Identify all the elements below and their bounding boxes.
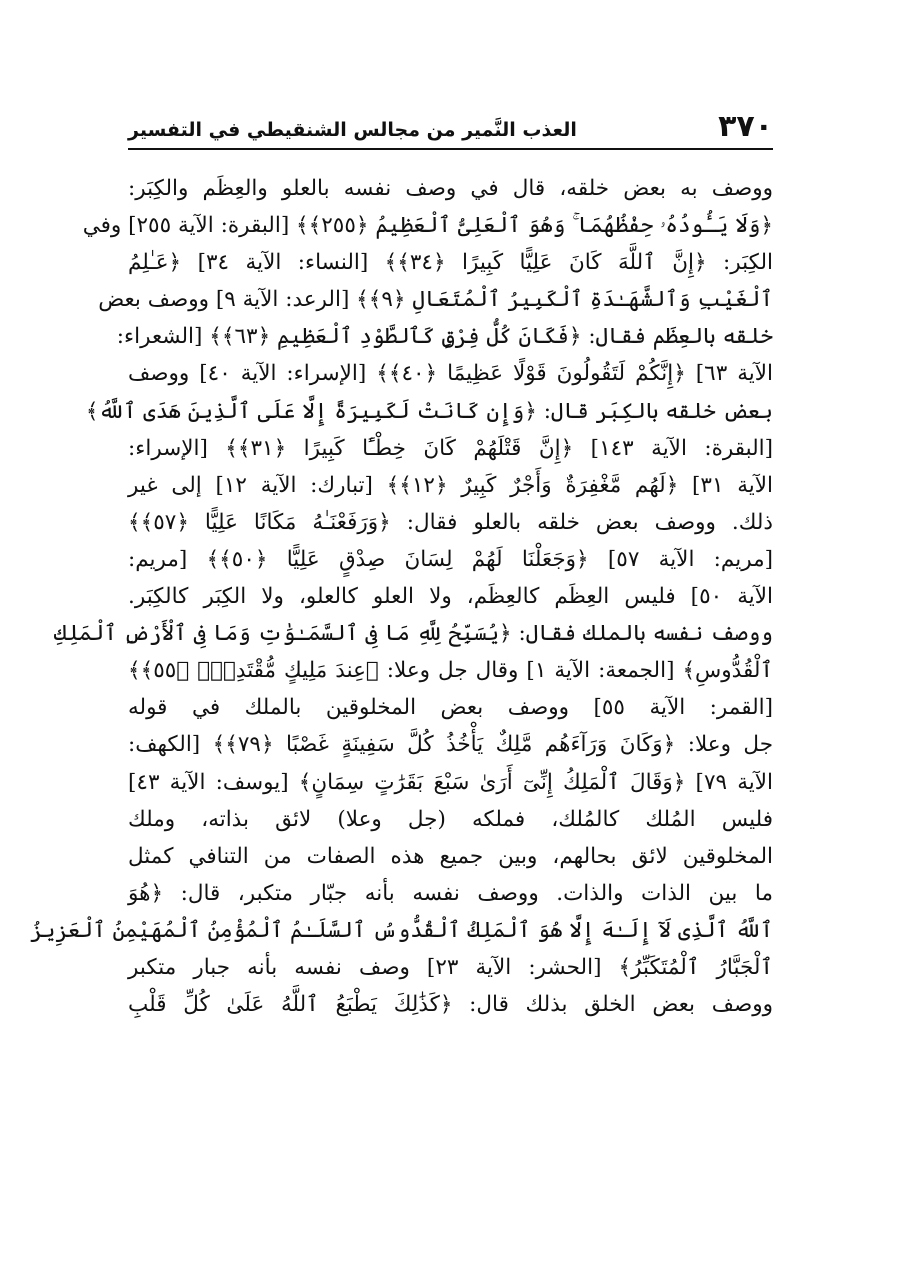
- page-number: ٣٧٠: [718, 109, 773, 144]
- text-line-8: [البقرة: الآية ١٤٣] ﴿إِنَّ قَتْلَهُمْ كَانَ خِطْـًٔا كَبِيرًا ﴿٣١﴾﴾ [الإسراء:: [128, 435, 774, 461]
- text-line-1: ووصف به بعض خلقه، قال في وصف نفسه بالعلو والعِظَم والكِبَر:: [128, 176, 773, 201]
- text-line-11: [مريم: الآية ٥٧] ﴿وَجَعَلْنَا لَهُمْ لِسَانَ صِدْقٍ عَلِيًّا ﴿٥٠﴾﴾ [مريم:: [128, 546, 773, 572]
- text-line-18: فليس المُلك كالمُلك، فملكه (جل وعلا) لائق بذاته، وملك: [128, 806, 773, 832]
- text-line-12: الآية ٥٠] فليس العِظَم كالعِظَم، ولا العلو كالعلو، ولا الكِبَر كالكِبَر.: [128, 584, 773, 610]
- text-line-16: جل وعلا: ﴿وَكَانَ وَرَآءَهُم مَّلِكٌ يَأْخُذُ كُلَّ سَفِينَةٍ غَصْبًا ﴿٧٩﴾﴾ [الكهف:: [128, 732, 773, 758]
- body-text: [30, 170, 774, 1023]
- text-line-15: [القمر: الآية ٥٥] ووصف بعض المخلوقين بالملك في قوله: [128, 695, 774, 721]
- text-line-13: ووصف نفسه بالملك فقال: ﴿يُسَبِّحُ لِلَّهِ مَا فِى ٱلسَّمَـٰوَٰتِ وَمَا فِى ٱلْأَرْضِ ٱلْمَلِكِ: [53, 621, 773, 647]
- text-line-23: ووصف بعض الخلق بذلك قال: ﴿كَذَٰلِكَ يَطْبَعُ ٱللَّهُ عَلَىٰ كُلِّ قَلْبِ: [128, 992, 773, 1018]
- text-line-4: ٱلْغَيْبِ وَٱلشَّهَـٰدَةِ ٱلْكَبِيرُ ٱلْمُتَعَالِ ﴿٩﴾﴾ [الرعد: الآية ٩] ووصف بعض: [98, 287, 773, 313]
- book-title: العذب النَّمير من مجالس الشنقيطي في التفسير: [128, 119, 577, 141]
- text-line-7: بعض خلقه بالكِبَر قال: ﴿وَإِن كَانَتْ لَكَبِيرَةً إِلَّا عَلَى ٱلَّذِينَ هَدَى ٱللَّهُ﴾: [85, 398, 773, 424]
- text-line-19: المخلوقين لائق بحالهم، وبين جميع هذه الصفات من التنافي كمثل: [128, 843, 773, 869]
- text-line-6: الآية ٦٣] ﴿إِنَّكُمْ لَتَقُولُونَ قَوْلًا عَظِيمًا ﴿٤٠﴾﴾ [الإسراء: الآية ٤٠] ووصف: [128, 361, 773, 387]
- text-line-10: ذلك. ووصف بعض خلقه بالعلو فقال: ﴿وَرَفَعْنَـٰهُ مَكَانًا عَلِيًّا ﴿٥٧﴾﴾: [128, 509, 773, 535]
- text-line-14: ٱلْقُدُّوسِ﴾ [الجمعة: الآية ١] وقال جل وعلا: ﴿عِندَ مَلِيكٍ مُّقْتَدِرٍۭ ﴿٥٥﴾﴾: [128, 658, 773, 684]
- running-header: [128, 104, 773, 144]
- text-line-5: خلقه بالعِظَم فقال: ﴿فَكَانَ كُلُّ فِرْقٍ كَٱلطَّوْدِ ٱلْعَظِيمِ ﴿٦٣﴾﴾ [الشعراء:: [116, 324, 773, 350]
- text-line-2: ﴿وَلَا يَـُٔودُهُۥ حِفْظُهُمَا ۚ وَهُوَ ٱلْعَلِىُّ ٱلْعَظِيمُ ﴿٢٥٥﴾﴾ [البقرة: الآية ٢٥٥] وفي: [82, 213, 773, 239]
- text-line-3: الكِبَر: ﴿إِنَّ ٱللَّهَ كَانَ عَلِيًّا كَبِيرًا ﴿٣٤﴾﴾ [النساء: الآية ٣٤] ﴿عَـٰلِمُ: [128, 250, 774, 276]
- text-line-17: الآية ٧٩] ﴿وَقَالَ ٱلْمَلِكُ إِنِّىٓ أَرَىٰ سَبْعَ بَقَرَٰتٍ سِمَانٍ﴾ [يوسف: الآية ٤٣]: [128, 769, 773, 795]
- text-line-22: ٱلْجَبَّارُ ٱلْمُتَكَبِّرُ﴾ [الحشر: الآية ٢٣] وصف نفسه بأنه جبار متكبر: [128, 954, 773, 980]
- text-line-20: ما بين الذات والذات. ووصف نفسه بأنه جبّار متكبر، قال: ﴿هُوَ: [128, 880, 773, 906]
- header-divider: [128, 148, 773, 150]
- text-line-21: ٱللَّهُ ٱلَّذِى لَآ إِلَـٰهَ إِلَّا هُوَ ٱلْمَلِكُ ٱلْقُدُّوسُ ٱلسَّلَـٰمُ ٱلْمُؤْمِنُ ٱلْمُهَيْمِنُ ٱلْعَزِيزُ: [30, 917, 773, 943]
- text-line-9: الآية ٣١] ﴿لَهُم مَّغْفِرَةٌ وَأَجْرٌ كَبِيرٌ ﴿١٢﴾﴾ [تبارك: الآية ١٢] إلى غير: [128, 472, 773, 498]
